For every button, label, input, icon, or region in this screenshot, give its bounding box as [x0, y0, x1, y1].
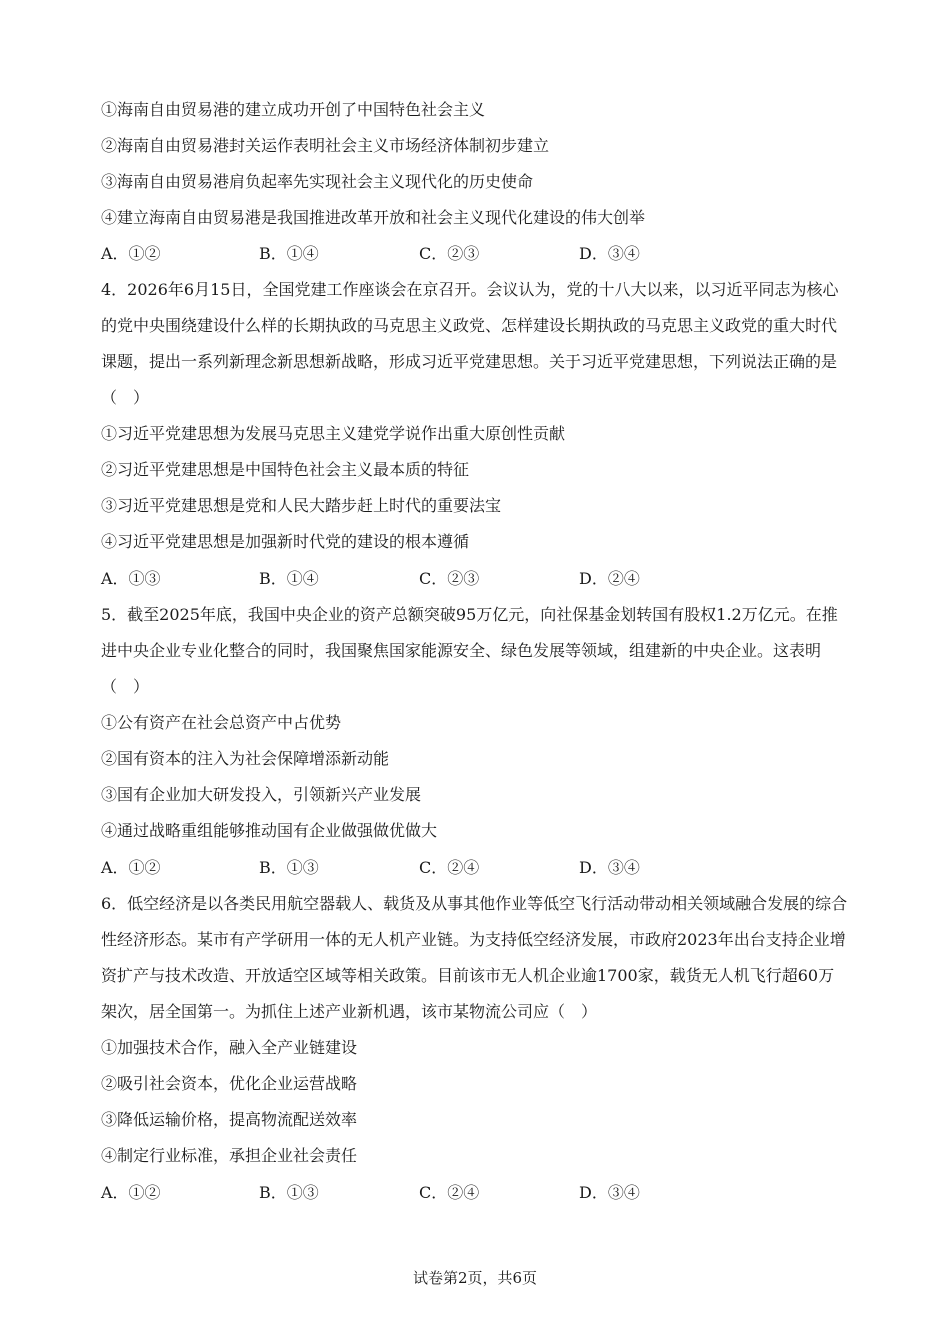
statement: ③习近平党建思想是党和人民大踏步赶上时代的重要法宝: [101, 496, 502, 515]
option-c: C．②③: [419, 244, 480, 263]
question-stem: 5．截至2025年底，我国中央企业的资产总额突破95万亿元，向社保基金划转国有股权1.2万亿元。在推: [101, 605, 838, 624]
statement: ②国有资本的注入为社会保障增添新动能: [101, 749, 390, 768]
option-a: A．①③: [101, 569, 161, 588]
answer-options: [101, 1181, 861, 1205]
question-stem: 课题，提出一系列新理念新思想新战略，形成习近平党建思想。关于习近平党建思想，下列说法正确的是: [101, 352, 838, 371]
question-stem: 4．2026年6月15日，全国党建工作座谈会在京召开。会议认为，党的十八大以来，以习近平同志为核心: [101, 280, 839, 299]
answer-options: [101, 242, 861, 266]
answer-blank: （ ）: [101, 677, 150, 696]
option-a: A．①②: [101, 858, 161, 877]
option-d: D．③④: [579, 858, 640, 877]
option-a: A．①②: [101, 244, 161, 263]
option-b: B．①④: [259, 244, 319, 263]
statement: ①公有资产在社会总资产中占优势: [101, 713, 342, 732]
statement: ①习近平党建思想为发展马克思主义建党学说作出重大原创性贡献: [101, 424, 566, 443]
answer-blank: （ ）: [101, 388, 150, 407]
question-stem: 的党中央围绕建设什么样的长期执政的马克思主义政党、怎样建设长期执政的马克思主义政党的重大时代: [101, 316, 838, 335]
option-b: B．①③: [259, 858, 319, 877]
statement: ④建立海南自由贸易港是我国推进改革开放和社会主义现代化建设的伟大创举: [101, 208, 646, 227]
question-stem: 6．低空经济是以各类民用航空器载人、载货及从事其他作业等低空飞行活动带动相关领域融合发展的综合: [101, 894, 848, 913]
page-footer: 试卷第2页，共6页: [412, 1269, 538, 1287]
question-stem: 架次，居全国第一。为抓住上述产业新机遇，该市某物流公司应（ ）: [101, 1002, 598, 1021]
statement: ②海南自由贸易港封关运作表明社会主义市场经济体制初步建立: [101, 136, 550, 155]
option-b: B．①③: [259, 1183, 319, 1202]
option-a: A．①②: [101, 1183, 161, 1202]
statement: ①海南自由贸易港的建立成功开创了中国特色社会主义: [101, 100, 486, 119]
statement: ③海南自由贸易港肩负起率先实现社会主义现代化的历史使命: [101, 172, 534, 191]
option-c: C．②④: [419, 1183, 480, 1202]
option-d: D．③④: [579, 244, 640, 263]
question-stem: 资扩产与技术改造、开放适空区域等相关政策。目前该市无人机企业逾1700家，载货无人机飞行超60万: [101, 966, 835, 985]
option-d: D．③④: [579, 1183, 640, 1202]
option-b: B．①④: [259, 569, 319, 588]
question-stem: 性经济形态。某市有产学研用一体的无人机产业链。为支持低空经济发展，市政府2023年出台支持企业增: [101, 930, 846, 949]
answer-options: [101, 567, 861, 591]
option-d: D．②④: [579, 569, 640, 588]
answer-options: [101, 856, 861, 880]
statement: ④制定行业标准，承担企业社会责任: [101, 1146, 358, 1165]
statement: ③国有企业加大研发投入，引领新兴产业发展: [101, 785, 422, 804]
statement: ④习近平党建思想是加强新时代党的建设的根本遵循: [101, 532, 470, 551]
statement: ③降低运输价格，提高物流配送效率: [101, 1110, 358, 1129]
statement: ②习近平党建思想是中国特色社会主义最本质的特征: [101, 460, 470, 479]
option-c: C．②④: [419, 858, 480, 877]
statement: ②吸引社会资本，优化企业运营战略: [101, 1074, 358, 1093]
option-c: C．②③: [419, 569, 480, 588]
question-stem: 进中央企业专业化整合的同时，我国聚焦国家能源安全、绿色发展等领域，组建新的中央企业。这表明: [101, 641, 822, 660]
statement: ①加强技术合作，融入全产业链建设: [101, 1038, 358, 1057]
statement: ④通过战略重组能够推动国有企业做强做优做大: [101, 821, 438, 840]
